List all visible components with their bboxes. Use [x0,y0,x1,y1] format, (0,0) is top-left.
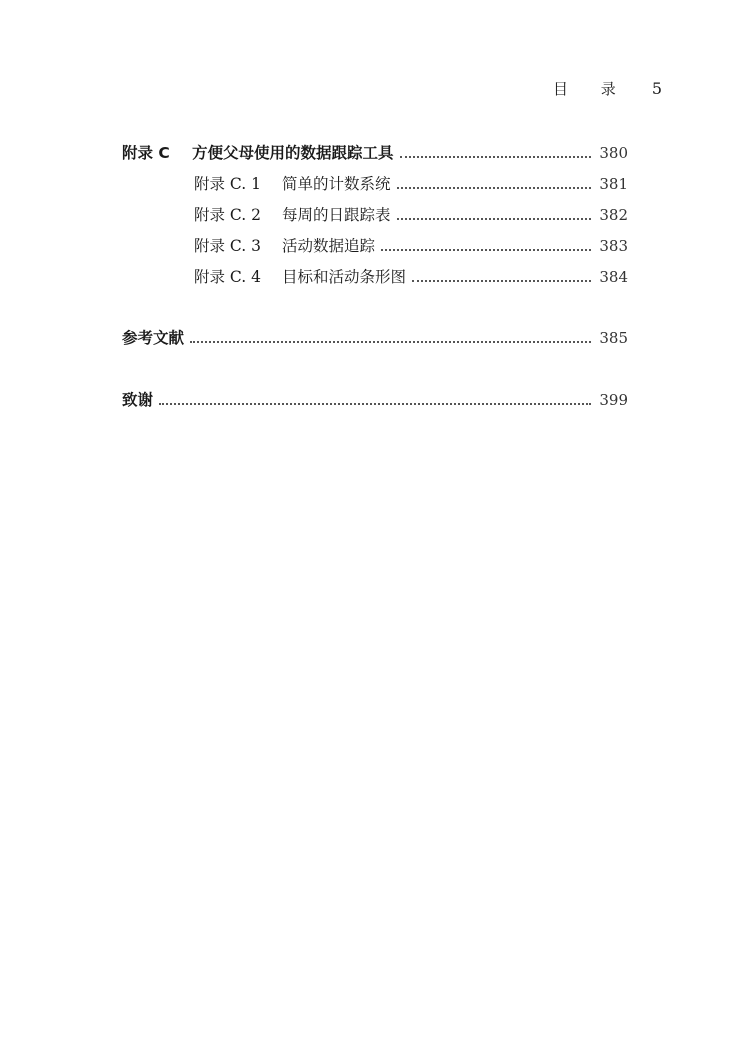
toc-entry-page: 385 [599,329,628,347]
toc-entry-number: 附录 C. 1 [194,175,261,193]
toc-entry-page: 384 [599,268,628,286]
toc-entry-appendix-c2[interactable] [194,203,628,225]
toc-entry-label [194,265,406,287]
toc-entry-appendix-c[interactable] [122,141,628,163]
toc-entry-title: 致谢 [122,391,154,409]
toc-entry-page: 381 [599,175,628,193]
toc-entry-appendix-c3[interactable] [194,234,628,256]
toc-entry-label [122,141,394,163]
dot-leader [190,341,591,343]
dot-leader [400,156,592,158]
toc-entry-title: 参考文献 [122,329,185,347]
running-head-section: 目 录 [553,80,630,98]
dot-leader [397,218,592,220]
toc-entry-number: 附录 C. 3 [194,237,261,255]
toc-entry-title: 每周的日跟踪表 [282,206,391,224]
dot-leader [159,403,591,405]
toc-entry-label [194,203,391,225]
toc-entry-page: 399 [599,391,628,409]
toc-entry-title: 方便父母使用的数据跟踪工具 [192,144,394,162]
toc-entry-title: 活动数据追踪 [282,237,376,255]
dot-leader [381,249,591,251]
toc-entry-page: 383 [599,237,628,255]
toc-entry-acknowledgements[interactable] [122,388,628,410]
running-head [553,78,662,99]
toc-entry-appendix-c4[interactable] [194,265,628,287]
toc-entry-number: 附录 C [122,144,170,162]
toc-entry-number: 附录 C. 2 [194,206,261,224]
toc-entry-title: 目标和活动条形图 [282,268,407,286]
dot-leader [397,187,592,189]
toc-entry-label [194,172,391,194]
toc-entry-page: 382 [599,206,628,224]
toc-entry-appendix-c1[interactable] [194,172,628,194]
toc-entry-number: 附录 C. 4 [194,268,261,286]
toc-entry-references[interactable] [122,326,628,348]
running-head-page-number: 5 [651,79,662,98]
toc-entry-page: 380 [599,144,628,162]
toc-entry-label [194,234,375,256]
dot-leader [412,280,591,282]
toc-entry-title: 简单的计数系统 [282,175,391,193]
